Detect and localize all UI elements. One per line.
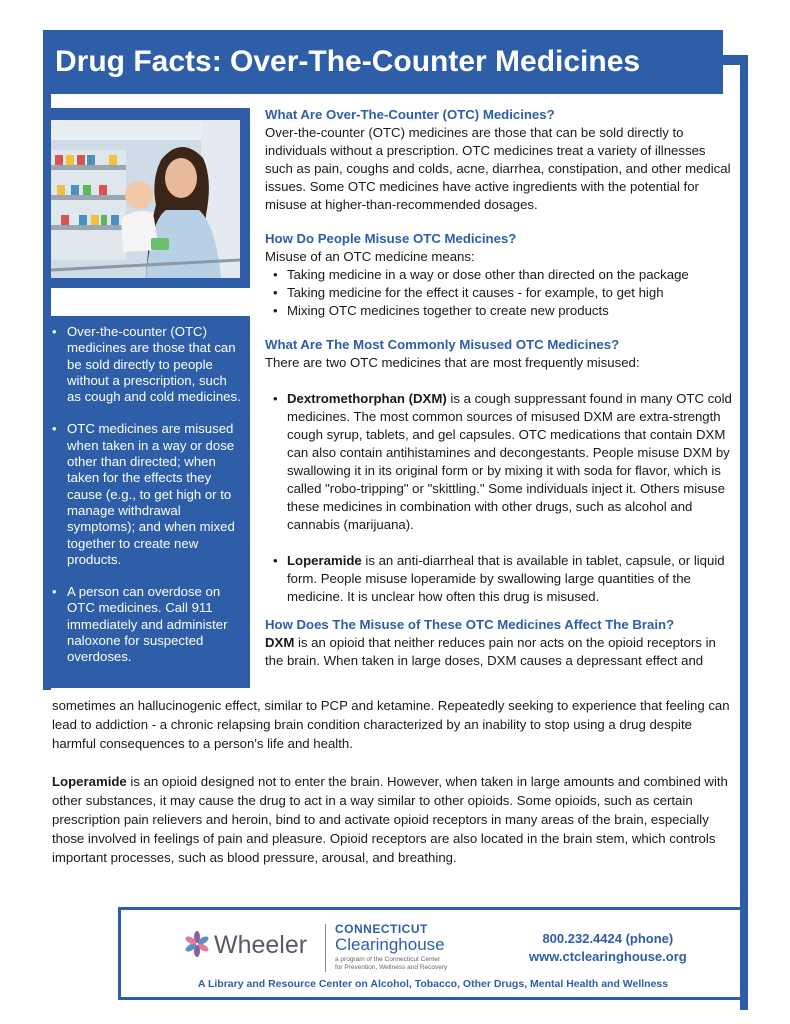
misuse-list: [265, 266, 735, 320]
section-heading-most-misused: What Are The Most Commonly Misused OTC Medicines?: [265, 337, 620, 352]
cc-line3: a program of the Connecticut Center: [335, 956, 441, 963]
cc-line1: CONNECTICUT: [335, 922, 428, 936]
photo-panel: [43, 108, 250, 288]
frame-right-border: [740, 55, 748, 1010]
page-title: Drug Facts: Over-The-Counter Medicines: [43, 30, 723, 94]
section-heading-brain-effects: How Does The Misuse of These OTC Medicines Affect The Brain?: [265, 617, 675, 632]
footer-tagline: A Library and Resource Center on Alcohol, Tobacco, Other Drugs, Mental Health and Wellness: [197, 978, 669, 990]
sidebar-bullet: • A person can overdose on OTC medicines. Call 911 immediately and administer naloxone for suspected overdoses.: [67, 584, 242, 665]
website-link[interactable]: www.ctclearinghouse.org: [529, 949, 687, 964]
section-body: [52, 772, 734, 867]
list-item: • Mixing OTC medicines together to create new products: [287, 302, 735, 320]
list-item: • Taking medicine for the effect it causes - for example, to get high: [287, 284, 735, 302]
description: is an opioid designed not to enter the brain. However, when taken in large amounts and combined with other substances, it may cause the drug to act in a way similar to other opioids. Some opioids, such as certain prescription pain relievers and heroin, bind to and activate opioid receptors in many areas of the brain, especially those involved in feelings of pain and pleasure. Opioid receptors are also located in the brain stem, which controls important processes, such as blood pressure, arousal, and breathing.: [52, 774, 728, 865]
section-body: [265, 634, 735, 670]
section-body: sometimes an hallucinogenic effect, similar to PCP and ketamine. Repeatedly seeking to experience that feeling can lead to addiction - a chronic relapsing brain condition characterized by an inability to stop using a drug despite harmful consequences to a person's life and health.: [52, 698, 730, 751]
term: DXM: [265, 635, 295, 650]
sidebar-bullet: • Over-the-counter (OTC) medicines are those that can be sold directly to people without a prescription, such as cough and cold medicines.: [67, 324, 242, 405]
description: is an opioid that neither reduces pain nor acts on the opioid receptors in the brain. When taken in large doses, DXM causes a depressant effect and: [265, 635, 716, 668]
term: Loperamide: [52, 774, 127, 789]
section-heading-how-misuse: How Do People Misuse OTC Medicines?: [265, 231, 517, 246]
shopping-mother-baby-photo: [51, 120, 240, 278]
phone-number[interactable]: 800.232.4424 (phone): [542, 931, 674, 946]
cc-line2: Clearinghouse: [335, 935, 445, 954]
key-facts-sidebar: [43, 316, 250, 688]
cc-line4: for Prevention, Wellness and Recovery: [335, 964, 448, 971]
list-item-loperamide: [287, 552, 735, 606]
wheeler-logo: [183, 930, 307, 960]
contact-info: [529, 930, 687, 966]
section-intro: There are two OTC medicines that are most frequently misused:: [265, 355, 640, 370]
section-body: Over-the-counter (OTC) medicines are those that can be sold directly to individuals without a prescription. OTC medicines treat a variety of illnesses such as pain, coughs and colds, acne, diarrhea, constipation, and other medical issues. Some OTC medicines have active ingredients with the potential for misuse at higher-than-recommended dosages.: [265, 125, 731, 212]
description: is an anti-diarrheal that is available in tablet, capsule, or liquid form. People misuse loperamide by swallowing large quantities of the medicine. It is unclear how often this drug is misused.: [287, 553, 725, 604]
term: Loperamide: [287, 553, 362, 568]
clearinghouse-logo: [335, 922, 447, 972]
list-item: • Taking medicine in a way or dose other than directed on the package: [287, 266, 735, 284]
section-heading-what-are-otc: What Are Over-The-Counter (OTC) Medicines?: [265, 107, 555, 122]
logo-divider: [325, 924, 326, 972]
flower-icon: [183, 930, 211, 958]
list-item-dxm: [287, 390, 735, 534]
section-intro: Misuse of an OTC medicine means:: [265, 249, 475, 264]
term: Dextromethorphan (DXM): [287, 391, 447, 406]
wheeler-text: Wheeler: [214, 931, 308, 959]
description: is a cough suppressant found in many OTC cold medicines. The most common sources of misused DXM are extra-strength cough syrup, tablets, and gel capsules. OTC medications that contain DXM can also contain antihistamines and decongestants. People misuse DXM by swallowing it in its original form or by mixing it with soda for flavor, which is called "robo-tripping" or "skittling." Some individuals inject it. Others misuse these medicines in combination with other drugs, such as alcohol and cannabis (marijuana).: [287, 391, 732, 532]
main-column: [265, 106, 735, 670]
sidebar-bullet: • OTC medicines are misused when taken in a way or dose other than directed; when taken for the effects they cause (e.g., to get high or to manage withdrawal symptoms); and when mixed together to create new products.: [67, 421, 242, 568]
misused-medicines-list: [265, 390, 735, 606]
wide-text-block: [52, 696, 734, 867]
footer: [118, 907, 748, 1000]
